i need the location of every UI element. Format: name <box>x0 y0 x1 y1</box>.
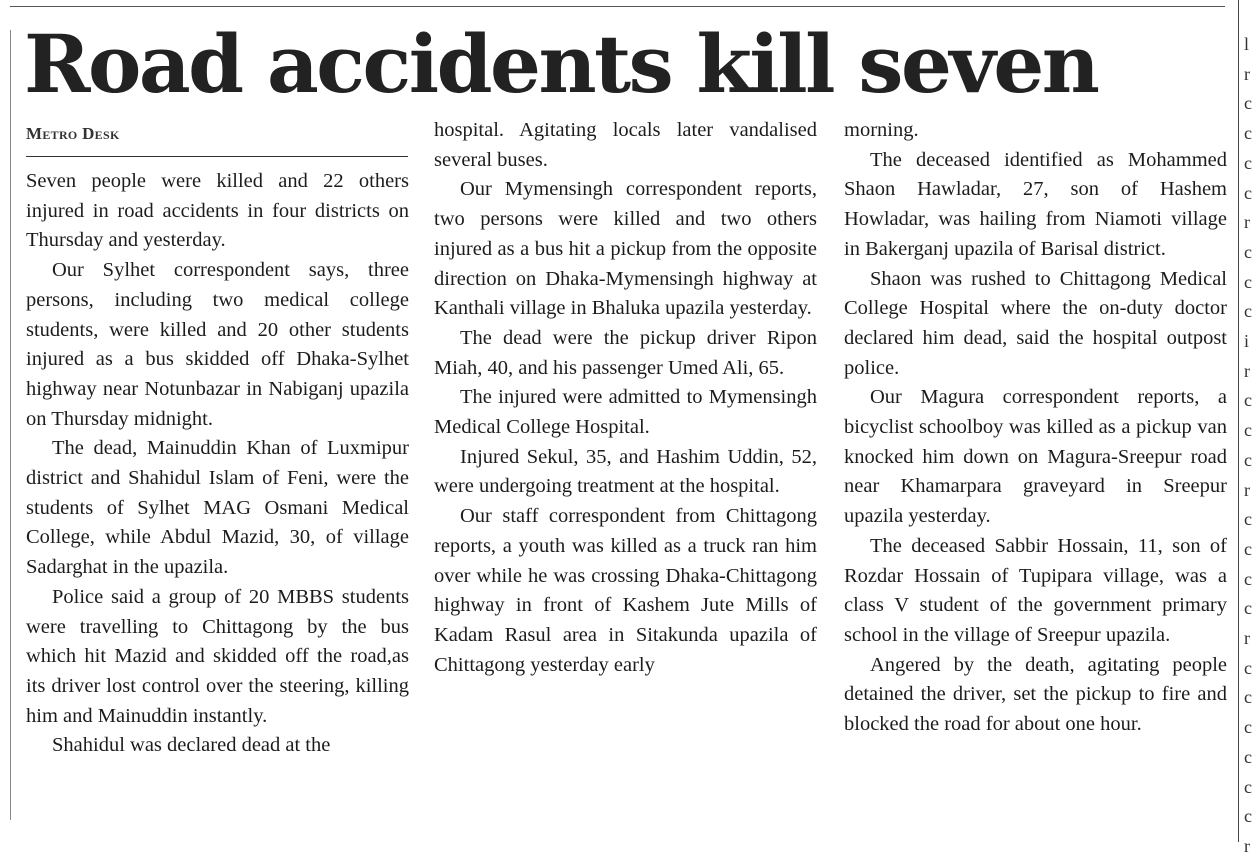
paragraph: Shaon was rushed to Chittagong Medical College Hospital where the on-duty doctor declared him dead, said the hospital outpost police. <box>844 267 1227 379</box>
article-column-2 <box>434 116 817 680</box>
column-divider-rule <box>1238 0 1239 842</box>
paragraph: The dead, Mainuddin Khan of Luxmipur district and Shahidul Islam of Feni, were the students of Sylhet MAG Osmani Medical College, while Abdul Mazid, 30, of village Sadarghat in the upazila. <box>26 437 409 579</box>
paragraph: The injured were admitted to Mymensingh Medical College Hospital. <box>434 386 817 439</box>
paragraph: Angered by the death, agitating people detained the driver, set the pickup to fire and blocked the road for about one hour. <box>844 653 1227 736</box>
paragraph: Our staff correspondent from Chittagong reports, a youth was killed as a truck ran him over while he was crossing Dhaka-Chittagong highway in front of Kashem Jute Mills of Kadam Rasul area in Sitakunda upazila of Chittagong yesterday early <box>434 505 817 676</box>
paragraph: Our Sylhet correspondent says, three persons, including two medical college students, were killed and 20 other students injured as a bus skidded off Dhaka-Sylhet highway near Notunbazar in Nabiganj upazila on Thursday midnight. <box>26 259 409 430</box>
byline-underline <box>26 156 408 157</box>
paragraph: The dead were the pickup driver Ripon Miah, 40, and his passenger Umed Ali, 65. <box>434 326 817 379</box>
article-column-1 <box>26 167 409 761</box>
paragraph: hospital. Agitating locals later vandalised several buses. <box>434 119 817 171</box>
paragraph: The deceased identified as Mohammed Shaon Hawladar, 27, son of Hashem Howladar, was hailing from Niamoti village in Bakerganj upazila of Barisal district. <box>844 148 1227 260</box>
paragraph: morning. <box>844 119 919 141</box>
paragraph: Injured Sekul, 35, and Hashim Uddin, 52, were undergoing treatment at the hospital. <box>434 445 817 498</box>
paragraph: Shahidul was declared dead at the <box>52 734 331 757</box>
adjacent-column-edge: l r c c c c r c c c i r c c c r c c c c r c c c c c c r <box>1244 34 1252 856</box>
paragraph: Police said a group of 20 MBBS students were travelling to Chittagong by the bus which hit Mazid and skidded off the road,as its driver lost control over the steering, killing him and Mainuddin instantly. <box>26 585 409 727</box>
paragraph: Our Magura correspondent reports, a bicyclist schoolboy was killed as a pickup van knocked him down on Magura-Sreepur road near Khamarpara graveyard in Sreepur upazila yesterday. <box>844 386 1227 528</box>
paragraph: Seven people were killed and 22 others injured in road accidents in four districts on Thursday and yesterday. <box>26 170 409 252</box>
paragraph: Our Mymensingh correspondent reports, two persons were killed and two others injured as a bus hit a pickup from the opposite direction on Dhaka-Mymensingh highway at Kanthali village in Bhaluka upazila yesterday. <box>434 178 817 320</box>
article-headline: Road accidents kill seven <box>24 17 1098 111</box>
paragraph: The deceased Sabbir Hossain, 11, son of Rozdar Hossain of Tupipara village, was a class V student of the government primary school in the village of Sreepur upazila. <box>844 534 1227 646</box>
article-byline: Metro Desk <box>26 124 120 143</box>
left-border-rule <box>10 30 11 820</box>
top-border-rule <box>10 6 1225 7</box>
article-column-3 <box>844 116 1227 740</box>
